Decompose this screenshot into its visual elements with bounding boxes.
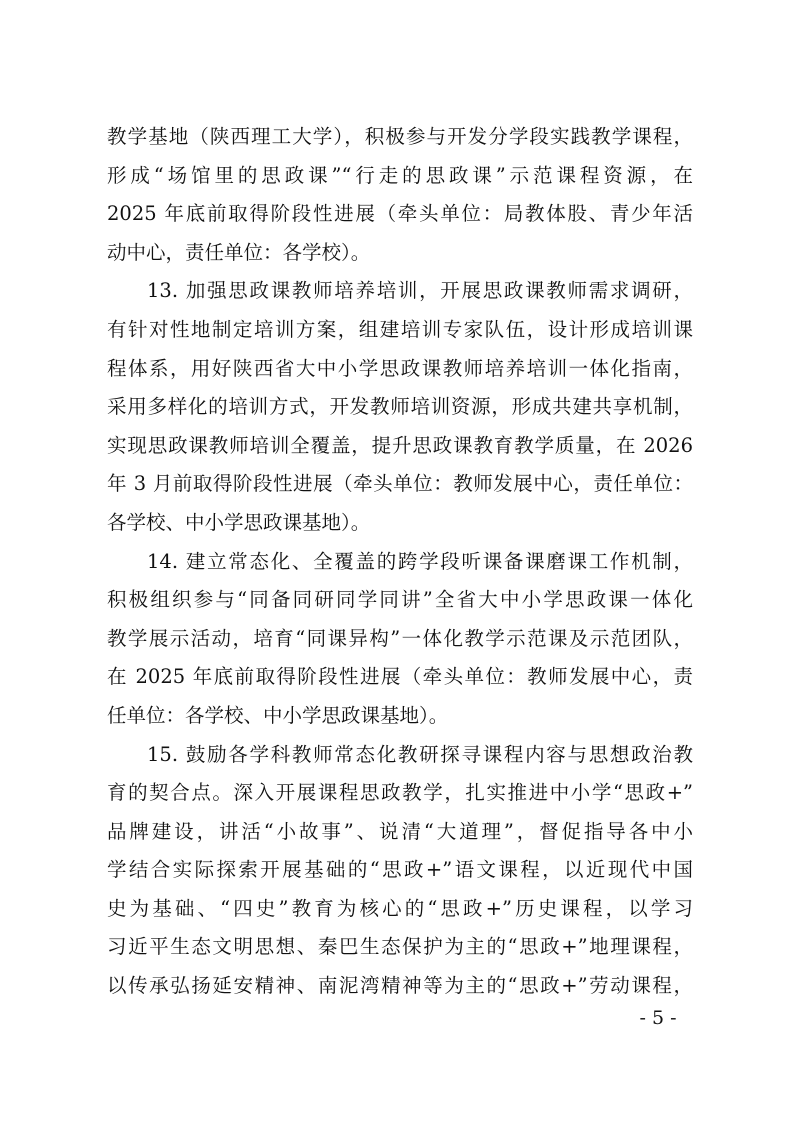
text-line: 在 2025 年底前取得阶段性进展（牵头单位：教师发展中心，责 [107,665,693,689]
page-number: - 5 - [639,1007,677,1029]
text-line: 采用多样化的培训方式，开发教师培训资源，形成共建共享机制， [107,395,693,419]
text-line: 2025 年底前取得阶段性进展（牵头单位：局教体股、青少年活 [107,202,693,226]
text-line: 积极组织参与“同备同研同学同讲”全省大中小学思政课一体化 [107,588,693,612]
text-line: 13. 加强思政课教师培养培训，开展思政课教师需求调研， [147,279,693,303]
paragraph [107,118,693,272]
text-line: 14. 建立常态化、全覆盖的跨学段听课备课磨课工作机制， [147,549,693,573]
text-line: 程体系，用好陕西省大中小学思政课教师培养培训一体化指南， [107,356,693,380]
text-line: 习近平生态文明思想、秦巴生态保护为主的“思政+”地理课程， [107,935,693,959]
text-line: 以传承弘扬延安精神、南泥湾精神等为主的“思政+”劳动课程， [107,974,693,998]
text-line: 学结合实际探索开展基础的“思政+”语文课程，以近现代中国 [107,858,693,882]
document-body [107,118,693,1006]
text-line: 任单位：各学校、中小学思政课基地）。 [107,703,449,727]
text-line: 15. 鼓励各学科教师常态化教研探寻课程内容与思想政治教 [147,742,693,766]
text-line: 教学基地（陕西理工大学），积极参与开发分学段实践教学课程， [107,125,693,148]
text-line: 动中心，责任单位：各学校）。 [107,240,371,264]
text-line: 形成“场馆里的思政课”“行走的思政课”示范课程资源，在 [107,163,693,187]
text-line: 各学校、中小学思政课基地）。 [107,510,371,534]
text-line: 史为基础、“四史”教育为核心的“思政+”历史课程，以学习 [107,896,693,920]
paragraph [107,543,693,736]
text-line: 实现思政课教师培训全覆盖，提升思政课教育教学质量，在 2026 [107,433,693,457]
text-line: 年 3 月前取得阶段性进展（牵头单位：教师发展中心，责任单位： [107,472,693,496]
text-line: 有针对性地制定培训方案，组建培训专家队伍，设计形成培训课 [107,317,693,341]
text-line: 育的契合点。深入开展课程思政教学，扎实推进中小学“思政+” [107,781,693,805]
paragraph [107,272,693,542]
text-line: 品牌建设，讲活“小故事”、说清“大道理”，督促指导各中小 [107,819,693,843]
text-line: 教学展示活动，培育“同课异构”一体化教学示范课及示范团队， [107,626,693,650]
paragraph [107,736,693,1006]
